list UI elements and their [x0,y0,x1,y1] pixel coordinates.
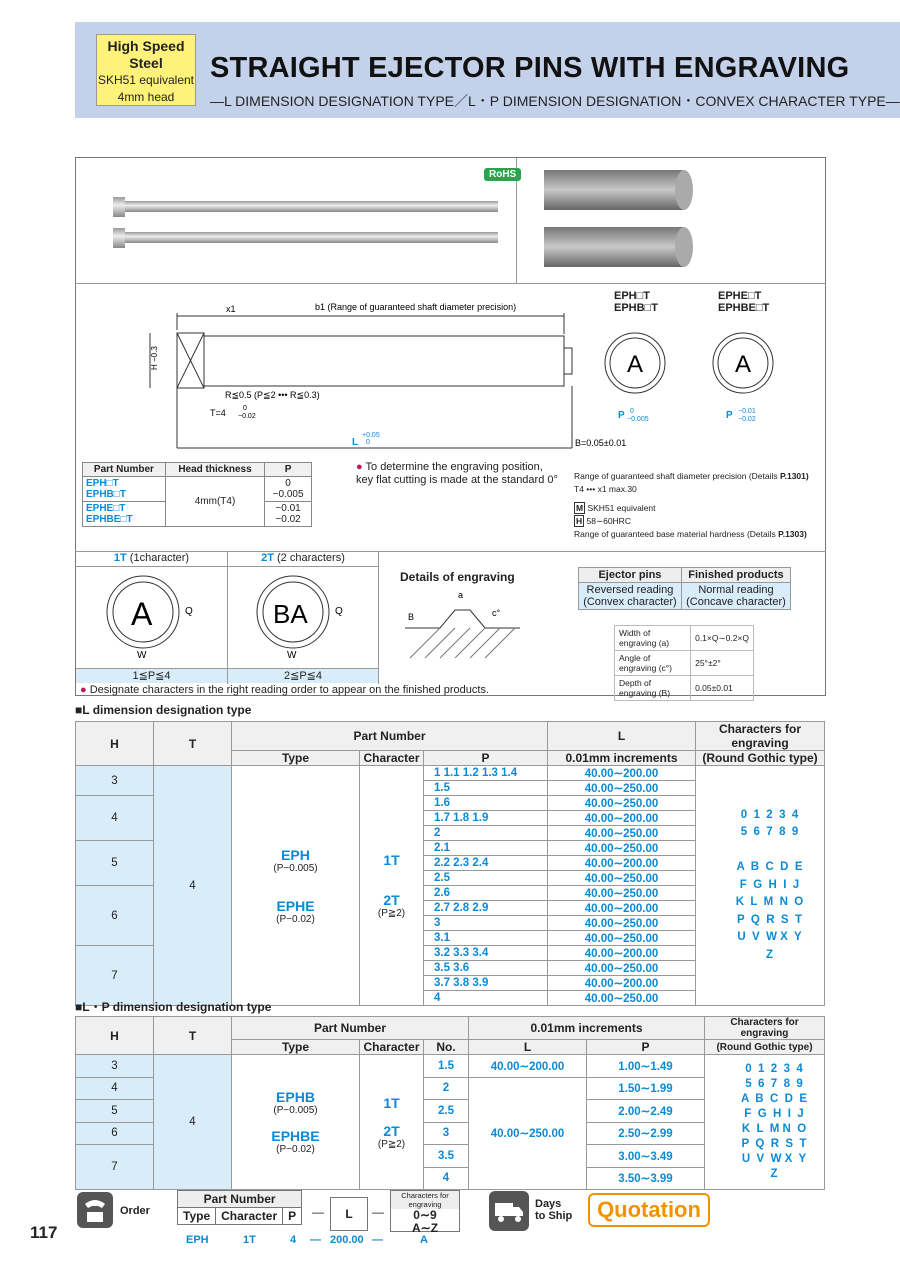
svg-text:c°: c° [492,608,501,618]
table-row: 4 2 40.00∼250.00 1.50∼1.99 [76,1077,825,1100]
pin-dimension-drawing [130,288,627,458]
table-row: 3.1 40.00∼250.00 [76,931,825,946]
material-spec-box [96,34,196,106]
table-row: 2.7 2.8 2.9 40.00∼200.00 [76,901,825,916]
svg-text:BA: BA [273,599,308,629]
svg-text:Q: Q [335,606,343,617]
table-row: 7 3.5 3.00∼3.49 [76,1145,825,1168]
l-label: L [352,437,359,448]
days-to-ship: Days to Ship [535,1198,573,1222]
order-chars-box: Characters for engraving 0∼9 A∼Z [390,1190,460,1232]
t-note: T=4 [210,408,226,418]
char-2t-diagram [245,570,365,665]
page-subtitle: —L DIMENSION DESIGNATION TYPE／L・P DIMENSION DESIGNATION・CONVEX CHARACTER TYPE— [210,93,900,109]
b1-label: b1 (Range of guaranteed shaft diameter precision) [315,302,517,312]
char-2t-title: 2T (2 characters) [261,552,345,564]
order-part-table: Part Number Type Character P [177,1190,302,1225]
spec-notes: Range of guaranteed shaft diameter precision (Details P.1301) T4 ••• x1 max.30 M SKH51 equivalent H 58∼60HRC Range of guaranteed base material hardness (Details P.1303) [574,471,809,539]
end-view-2 [708,318,808,428]
view1-label: EPH□T EPHB□T [614,290,658,314]
svg-text:A: A [627,351,644,378]
svg-text:W: W [287,650,297,661]
table-row: 6 3 2.50∼2.99 [76,1122,825,1145]
phone-order-icon [75,1190,115,1230]
char-2t-range: 2≦P≦4 [228,668,378,683]
svg-text:−0.005: −0.005 [627,416,649,423]
svg-text:Q: Q [185,606,193,617]
table-row: 4 3.50∼3.99 [76,1167,825,1190]
b-note: B=0.05±0.01 [575,438,627,448]
svg-text:A: A [735,351,752,378]
table-row: 7 3.2 3.3 3.4 40.00∼200.00 [76,946,825,961]
table-row: 1.5 40.00∼250.00 [76,781,825,796]
end-view-1 [600,318,700,428]
table-row: 2 40.00∼250.00 [76,826,825,841]
order-l-box: L [330,1197,368,1231]
section-lp-title: ■L・P dimension designation type [75,1000,272,1014]
truck-icon [488,1190,530,1232]
engraved-tip-photo [544,165,699,280]
svg-text:+0.05: +0.05 [362,432,380,439]
svg-text:−0.02: −0.02 [238,413,256,420]
x1-label: x1 [226,304,236,314]
h-label: H −0.3 [150,346,159,370]
table-row: 4 1.6 40.00∼250.00 [76,796,825,811]
char-1t-diagram [95,570,215,665]
engraving-spec-table: Width of engraving (a) 0.1×Q∼0.2×Q Angle of engraving (c°) 25°±2° Depth of engraving (B) 0.05±0.01 [614,625,754,701]
svg-text:P: P [726,410,733,421]
char-1t-title: 1T (1character) [113,552,190,564]
view2-label: EPHE□T EPHBE□T [718,290,770,314]
table-row: 6 2.6 40.00∼250.00 [76,886,825,901]
rohs-badge: RoHS [484,168,521,181]
spec-line-3: 4mm head [117,90,175,104]
table-row: 4 40.00∼250.00 [76,991,825,1006]
spec-line-1: High Speed Steel [107,38,185,71]
svg-text:−0.02: −0.02 [738,416,756,423]
table-row: 2.5 40.00∼250.00 [76,871,825,886]
engraving-profile [400,588,525,663]
svg-text:−0.01: −0.01 [738,408,756,415]
page-title: STRAIGHT EJECTOR PINS WITH ENGRAVING [210,52,850,84]
svg-text:a: a [458,590,464,600]
table-row: 5 2.5 2.00∼2.49 [76,1100,825,1123]
table-row: 3 40.00∼250.00 [76,916,825,931]
svg-text:0: 0 [243,405,247,412]
engraving-position-note: ● To determine the engraving position, key flat cutting is made at the standard 0° [356,461,558,486]
r-note: R≦0.5 (P≦2 ••• R≦0.3) [225,390,320,400]
svg-text:W: W [137,650,147,661]
svg-text:B: B [408,612,415,622]
table-row: 3 4 EPHB (P−0.005) EPHBE (P−0.02) 1T 2T (P≧2) 1.5 40.00∼200.00 1.00∼1.49 0 1 2 3 4 5 6 7 8 9 A B C D E F G H I J K L M N O P Q R S T U V W X Y Z [76,1055,825,1078]
section-l-title: ■L dimension designation type [75,703,252,717]
table-row: 3 4 EPH (P−0.005) EPHE (P−0.02) 1T 2T (P≧2) 1 1.1 1.2 1.3 1.4 40.00∼200.00 0 1 2 3 4 5 6 7 8 9 A B C D E F G H I J K L M N O P Q R S T U V W X Y Z [76,766,825,781]
details-title: Details of engraving [400,570,515,584]
table-row: 3.7 3.8 3.9 40.00∼200.00 [76,976,825,991]
lp-dimension-table: H T Part Number 0.01mm increments Characters for engraving Type Character No. L P (Round Gothic type) 3 4 EPHB (P−0.005) EPHBE (P−0.02) 1T 2T (P≧2) 1.5 40.00∼200.00 1.00∼1.49 0 1 2 3 4 5 6 7 8 9 A B C D E F G H I J K L M N O P Q R S T U V W X Y Z 4 2 40.00∼250.00 1.50∼1.99 5 2.5 2.00∼2.49 6 3 2.50∼2.99 7 3.5 3.00∼3.49 4 3.50∼3.99 [75,1016,825,1190]
reading-table: Ejector pins Finished products Reversed reading (Convex character) Normal reading (Concave character) [578,567,791,610]
char-1t-range: 1≦P≦4 [76,668,227,683]
table-row: 2.2 2.3 2.4 40.00∼200.00 [76,856,825,871]
quotation-button[interactable]: Quotation [588,1193,710,1227]
pin-photo [100,190,500,250]
table-row: 3.5 3.6 40.00∼250.00 [76,961,825,976]
order-label: Order [120,1205,150,1217]
svg-text:A: A [131,596,153,632]
svg-text:P: P [618,410,625,421]
part-head-table: Part Number Head thickness P EPH□T EPHB□T 4mm(T4) 0 −0.005 EPHE□T EPHBE□T −0.01 −0.02 [82,462,312,527]
svg-text:0: 0 [630,408,634,415]
designate-note: ● Designate characters in the right reading order to appear on the finished products. [80,684,490,696]
table-row: 1.7 1.8 1.9 40.00∼200.00 [76,811,825,826]
l-dimension-table: H T Part Number L Characters for engraving Type Character P 0.01mm increments (Round Gothic type) 3 4 EPH (P−0.005) EPHE (P−0.02) 1T 2T (P≧2) 1 1.1 1.2 1.3 1.4 40.00∼200.00 0 1 2 3 4 5 6 7 8 9 A B C D E F G H I J K L M N O P Q R S T U V W X Y Z 1.5 40.00∼250.00 4 1.6 40.00∼250.00 1.7 1.8 1.9 40.00∼200.00 2 40.00∼250.00 5 2.1 40.00∼250.00 2.2 2.3 2.4 40.00∼200.00 2.5 40.00∼250.00 6 2.6 40.00∼250.00 2.7 2.8 2.9 40.00∼200.00 3 40.00∼250.00 3.1 40.00∼250.00 7 3.2 3.3 3.4 40.00∼200.00 3.5 3.6 40.00∼250.00 3.7 3.8 3.9 40.00∼200.00 4 40.00∼250.00 [75,721,825,1006]
svg-text:0: 0 [366,439,370,446]
page-number: 117 [30,1223,58,1242]
spec-line-2: SKH51 equivalent [97,73,195,87]
table-row: 5 2.1 40.00∼250.00 [76,841,825,856]
